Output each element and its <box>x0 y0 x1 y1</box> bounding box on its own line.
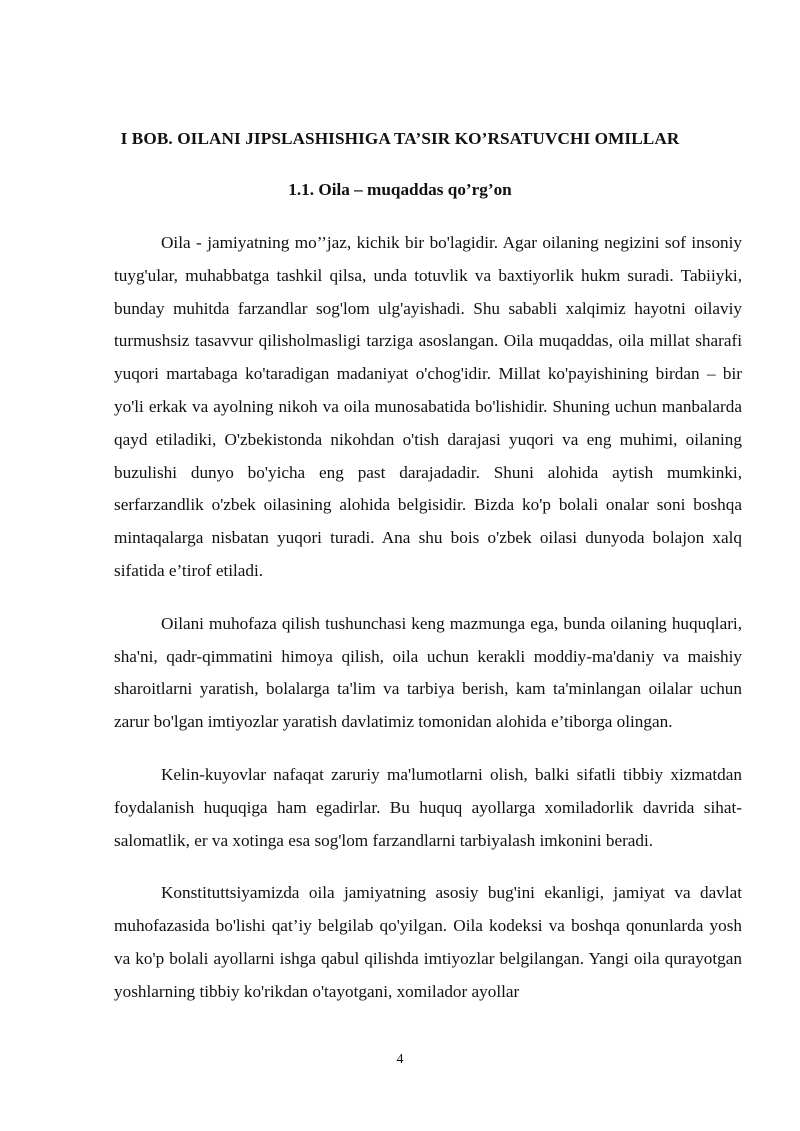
section-title: 1.1. Oila – muqaddas qo’rg’on <box>288 180 512 199</box>
page-number: 4 <box>396 1052 404 1067</box>
body-text <box>114 227 742 1029</box>
paragraph: Oila - jamiyatning mo’’jaz, kichik bir bo'lagidir. Agar oilaning negizini sof insoniy tuyg'ular, muhabbatga tashkil qilsa, unda totuvlik va baxtiyorlik hukm suradi. Tabiiyki, bunday muhitda farzandlar sog'lom ulg'ayishadi. Shu sababli xalqimiz hayotni oilaviy turmushsiz tasavvur qilisholmasligi tarziga asoslangan. Oila muqaddas, oila millat sharafi yuqori martabaga ko'taradigan madaniyat o'chog'idir. Millat ko'payishining birdan – bir yo'li erkak va ayolning nikoh va oila munosabatida bo'lishidir. Shuning uchun manbalarda qayd etiladiki, O'zbekistonda nikohdan o'tish darajasi yuqori va eng muhimi, oilaning buzulishi dunyo bo'yicha eng past darajadadir. Shuni alohida aytish mumkinki, serfarzandlik o'zbek oilasining alohida belgisidir. Bizda ko'p bolali onalar soni boshqa mintaqalarga nisbatan yuqori turadi. Ana shu bois o'zbek oilasi dunyoda bolajon xalq sifatida e’tirof etiladi. <box>114 233 742 580</box>
paragraph: Oilani muhofaza qilish tushunchasi keng mazmunga ega, bunda oilaning huquqlari, sha'ni, qadr-qimmatini himoya qilish, oila uchun kerakli moddiy-ma'daniy va maishiy sharoitlarni yaratish, bolalarga ta'lim va tarbiya berish, kam ta'minlangan oilalar uchun zarur bo'lgan imtiyozlar yaratish davlatimiz tomonidan alohida e’tiborga olingan. <box>114 613 742 732</box>
paragraph: Konstituttsiyamizda oila jamiyatning asosiy bug'ini ekanligi, jamiyat va davlat muhofazasida bo'lishi qat’iy belgilab qo'yilgan. Oila kodeksi va boshqa qonunlarda yosh va ko'p bolali ayollarni ishga qabul qilishda imtiyozlar belgilangan. Yangi oila qurayotgan yoshlarning tibbiy ko'rikdan o'tayotgani, xomilador ayollar <box>114 883 742 1001</box>
paragraph: Kelin-kuyovlar nafaqat zaruriy ma'lumotlarni olish, balki sifatli tibbiy xizmatdan foydalanish huquqiga ham egadirlar. Bu huquq ayollarga xomiladorlik davrida sihat-salomatlik, er va xotinga esa sog'lom farzandlarni tarbiyalash imkonini beradi. <box>114 764 742 850</box>
chapter-title: I BOB. OILANI JIPSLASHISHIGA TA’SIR KO’RSATUVCHI OMILLAR <box>120 129 680 148</box>
